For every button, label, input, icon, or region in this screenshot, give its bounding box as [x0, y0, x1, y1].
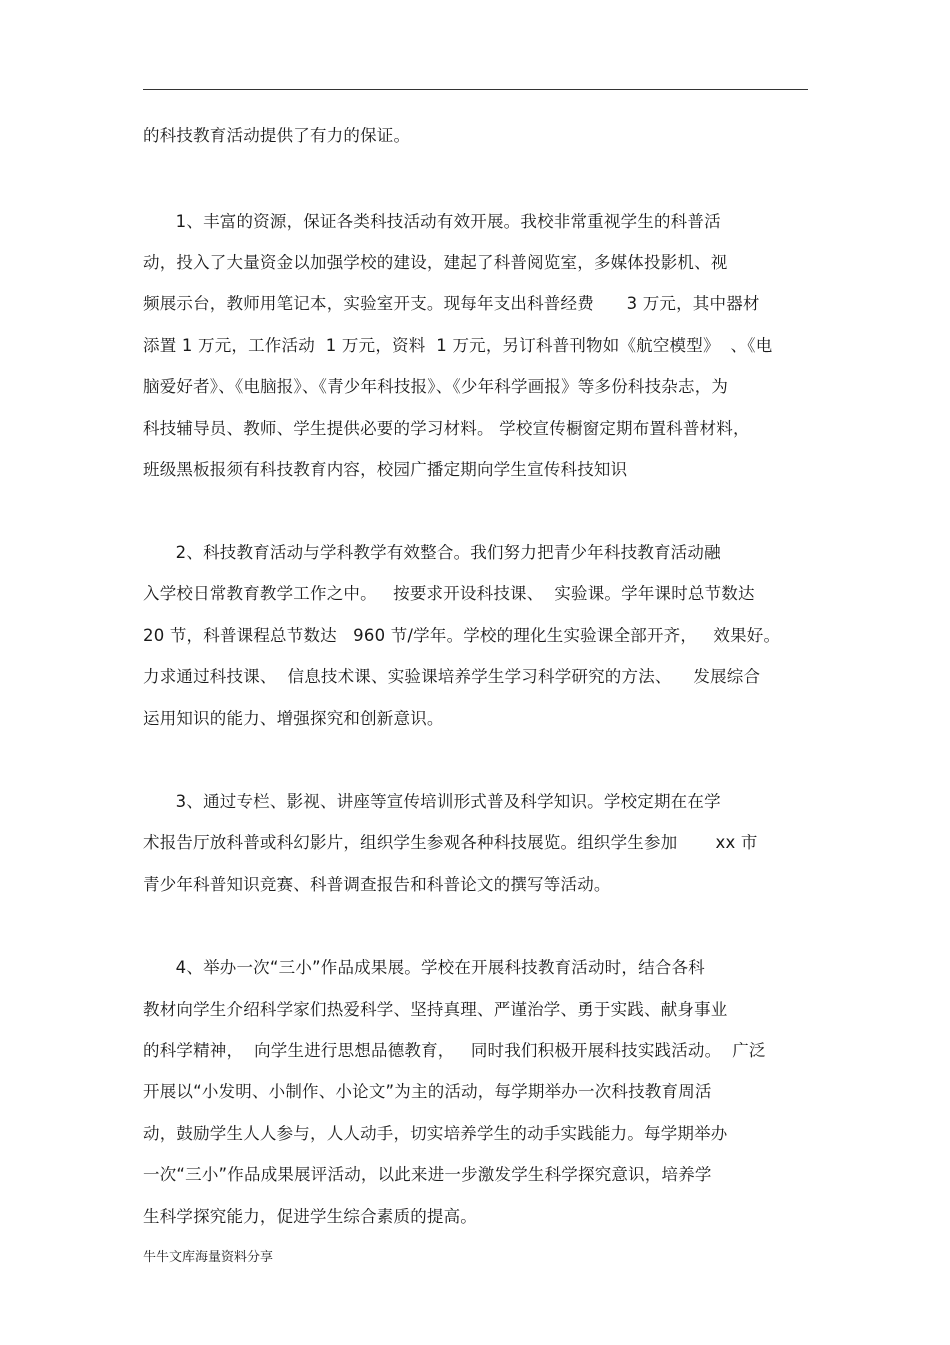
paragraph-line: 科技辅导员、教师、学生提供必要的学习材料。 学校宣传橱窗定期布置科普材料，: [143, 419, 750, 438]
paragraph-line: 入学校日常教育教学工作之中。 按要求开设科技课、 实验课。学年课时总节数达: [143, 584, 755, 603]
paragraph-line: 力求通过科技课、 信息技术课、实验课培养学生学习科学研究的方法、 发展综合: [143, 667, 761, 686]
paragraph-line: 动，投入了大量资金以加强学校的建设，建起了科普阅览室，多媒体投影机、视: [143, 253, 728, 272]
paragraph-line: 频展示台，教师用笔记本，实验室开支。现每年支出科普经费 3 万元，其中器材: [143, 294, 760, 313]
paragraph-line: 一次“三小”作品成果展评活动，以此来进一步激发学生科学探究意识，培养学: [143, 1165, 712, 1184]
paragraph-line: 2、科技教育活动与学科教学有效整合。我们努力把青少年科技教育活动融: [143, 543, 721, 562]
paragraph-line: 术报告厅放科普或科幻影片，组织学生参观各种科技展览。组织学生参加 xx 市: [143, 833, 758, 852]
paragraph-line: 教材向学生介绍科学家们热爱科学、坚持真理、严谨治学、勇于实践、献身事业: [143, 1000, 728, 1019]
paragraph-line: 班级黑板报须有科技教育内容，校园广播定期向学生宣传科技知识: [143, 460, 628, 479]
paragraph-line: 的科学精神， 向学生进行思想品德教育， 同时我们积极开展科技实践活动。 广泛: [143, 1041, 766, 1060]
footer-watermark-text: 牛牛文库海量资料分享: [143, 1250, 274, 1265]
paragraph-line: 4、举办一次“三小”作品成果展。学校在开展科技教育活动时，结合各科: [143, 958, 705, 977]
paragraph-line: 动，鼓励学生人人参与，人人动手，切实培养学生的动手实践能力。每学期举办: [143, 1124, 728, 1143]
paragraph-line: 生科学探究能力，促进学生综合素质的提高。: [143, 1207, 477, 1226]
paragraph-line: 3、通过专栏、影视、讲座等宣传培训形式普及科学知识。学校定期在在学: [143, 792, 721, 811]
paragraph-line: 运用知识的能力、增强探究和创新意识。: [143, 709, 444, 728]
paragraph-line: 开展以“小发明、小制作、小论文”为主的活动，每学期举办一次科技教育周活: [143, 1082, 712, 1101]
header-rule: [143, 89, 808, 90]
paragraph-line: 20 节，科普课程总节数达 960 节/学年。学校的理化生实验课全部开齐， 效果好。: [143, 626, 781, 645]
paragraph-line: 1、丰富的资源，保证各类科技活动有效开展。我校非常重视学生的科普活: [143, 212, 721, 231]
paragraph-line: 的科技教育活动提供了有力的保证。: [143, 126, 411, 145]
paragraph-line: 青少年科普知识竞赛、科普调查报告和科普论文的撰写等活动。: [143, 875, 611, 894]
paragraph-line: 脑爱好者》、《电脑报》、《青少年科技报》、《少年科学画报》等多份科技杂志，为: [143, 377, 729, 396]
paragraph-line: 添置 1 万元，工作活动 1 万元，资料 1 万元，另订科普刊物如《航空模型》 、《电: [143, 336, 773, 355]
